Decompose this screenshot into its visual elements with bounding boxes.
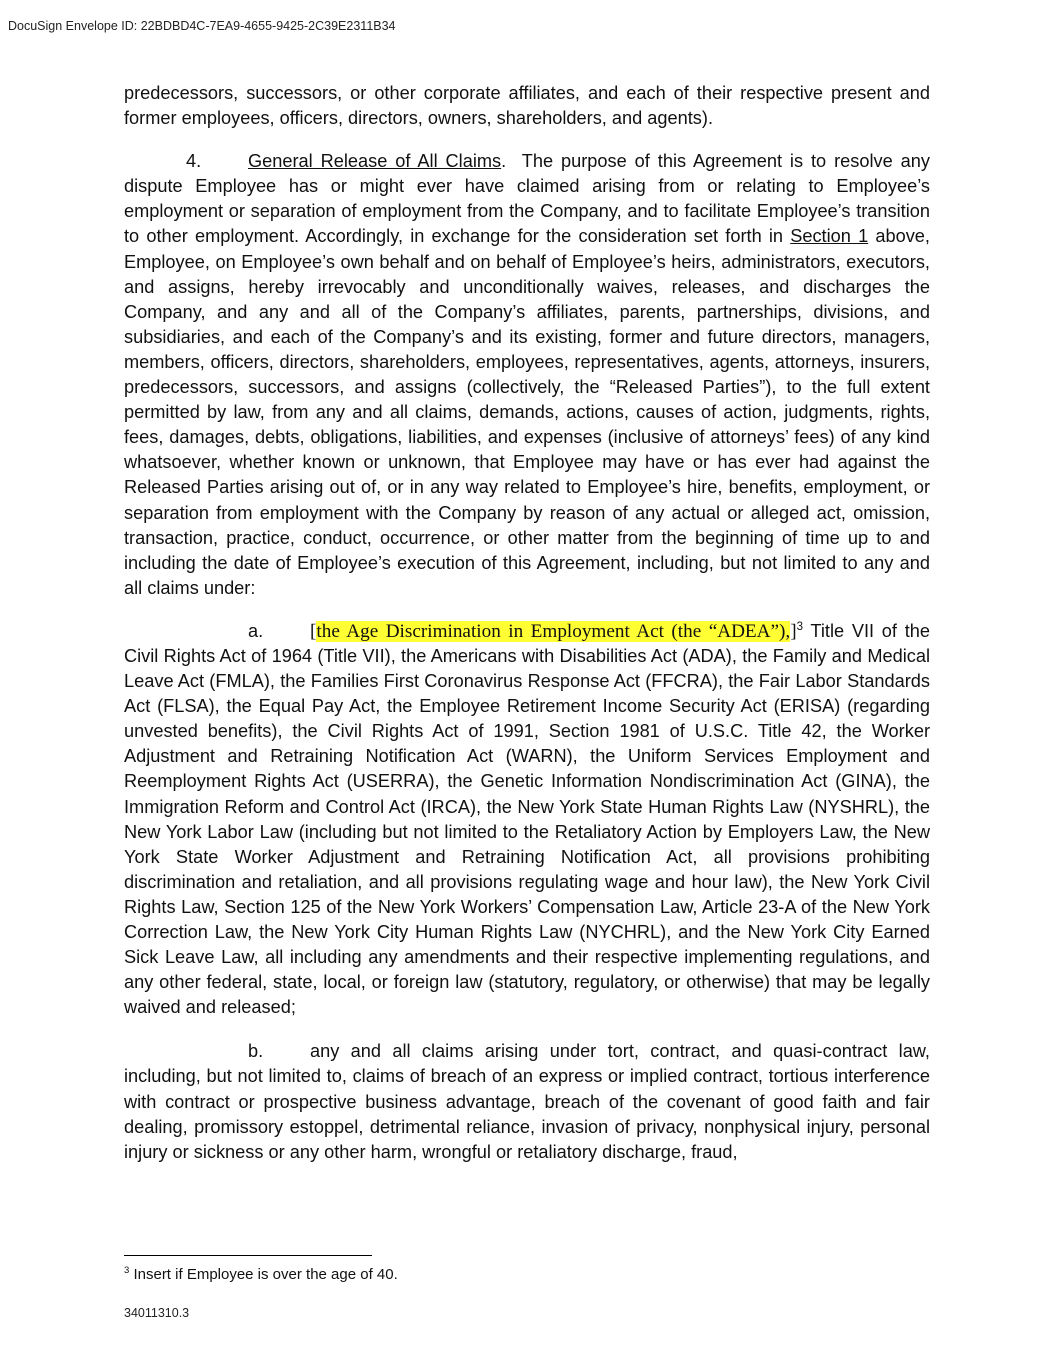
footnote-ref-3: 3 [796, 620, 804, 633]
item-a-paragraph [124, 619, 930, 1021]
footnote-text: Insert if Employee is over the age of 40. [129, 1266, 398, 1283]
item-a-close-bracket: ] [790, 620, 797, 642]
item-a-label: a. [248, 620, 264, 641]
adea-highlight: the Age Discrimination in Employment Act (the “ADEA”), [316, 620, 791, 642]
item-b-text: any and all claims arising under tort, contract, and quasi-contract law, including, but not limited to, claims of breach of an express or implied contract, tortious interference with contract or prospective business advantage, breach of the covenant of good faith and fair dealing, promissory estoppel, detrimental reliance, invasion of privacy, nonphysical injury, personal injury or sickness or any other harm, wrongful or retaliatory discharge, fraud, [124, 1041, 930, 1162]
docusign-envelope-id: DocuSign Envelope ID: 22BDBD4C-7EA9-4655-9425-2C39E2311B34 [8, 19, 396, 33]
item-a-text: Title VII of the Civil Rights Act of 1964 (Title VII), the Americans with Disabilities Act (ADA), the Family and Medical Leave Act (FMLA), the Families First Coronavirus Response Act (FFCRA), the Fair Labor Standards Act (FLSA), the Equal Pay Act, the Employee Retirement Income Security Act (ERISA) (regarding unvested benefits), the Civil Rights Act of 1991, Section 1981 of U.S.C. Title 42, the Worker Adjustment and Retraining Notification Act (WARN), the Uniform Services Employment and Reemployment Rights Act (USERRA), the Genetic Information Nondiscrimination Act (GINA), the Immigration Reform and Control Act (IRCA), the New York State Human Rights Law (NYSHRL), the New York Labor Law (including but not limited to the Retaliatory Action by Employers Law, the New York State Worker Adjustment and Retraining Notification Act, all provisions prohibiting discrimination and retaliation, and all provisions regulating wage and hour law), the New York Civil Rights Law, Section 125 of the New York Workers’ Compensation Law, Article 23-A of the New York Correction Law, the New York City Human Rights Law (NYCHRL), and the New York City Earned Sick Leave Law, all including any amendments and their respective implementing regulations, and any other federal, state, local, or foreign law (statutory, regulatory, or otherwise) that may be legally waived and released; [124, 620, 930, 1018]
section-1-reference: Section 1 [790, 226, 869, 247]
footnote-marker: 3 [124, 1265, 130, 1276]
section-4-heading: General Release of All Claims [248, 151, 502, 172]
item-b-paragraph [124, 1039, 930, 1164]
footnote-3 [124, 1266, 398, 1283]
section-4-text-2: above, Employee, on Employee’s own behalf and on behalf of Employee’s heirs, administrators, executors, and assigns, hereby irrevocably and unconditionally waives, releases, and discharges the Company, and any and all of the Company’s affiliates, parents, partnerships, divisions, and subsidiaries, and each of the Company’s and its existing, former and future directors, managers, members, officers, directors, shareholders, employees, representatives, agents, attorneys, insurers, predecessors, successors, and assigns (collectively, the “Released Parties”), to the full extent permitted by law, from any and all claims, demands, actions, causes of action, judgments, rights, fees, damages, debts, obligations, liabilities, and expenses (inclusive of attorneys’ fees) of any kind whatsoever, whether known or unknown, that Employee may have or has ever had against the Released Parties arising out of, or in any way related to Employee’s hire, benefits, employment, or separation from employment with the Company by reason of any actual or alleged act, omission, transaction, practice, conduct, occurrence, or other matter from the beginning of time up to and including the date of Employee’s execution of this Agreement, including, but not limited to any and all claims under: [124, 226, 930, 598]
document-number: 34011310.3 [124, 1306, 190, 1320]
intro-paragraph: predecessors, successors, or other corporate affiliates, and each of their respective present and former employees, officers, directors, owners, shareholders, and agents). [124, 83, 930, 129]
section-4-number: 4. [186, 151, 202, 172]
item-b-label: b. [248, 1041, 264, 1062]
footnote-separator [124, 1255, 372, 1256]
section-4-heading-period: . [501, 151, 507, 172]
document-body [124, 81, 930, 1165]
section-4-text-1: The purpose of this Agreement is to resolve any dispute Employee has or might ever have claimed arising from or relating to Employee’s employment or separation of employment from the Company, and to facilitate Employee’s transition to other employment. Accordingly, in exchange for the consideration set forth in [124, 151, 930, 247]
item-a-open-bracket: [ [310, 620, 317, 642]
section-4-paragraph [124, 149, 930, 601]
